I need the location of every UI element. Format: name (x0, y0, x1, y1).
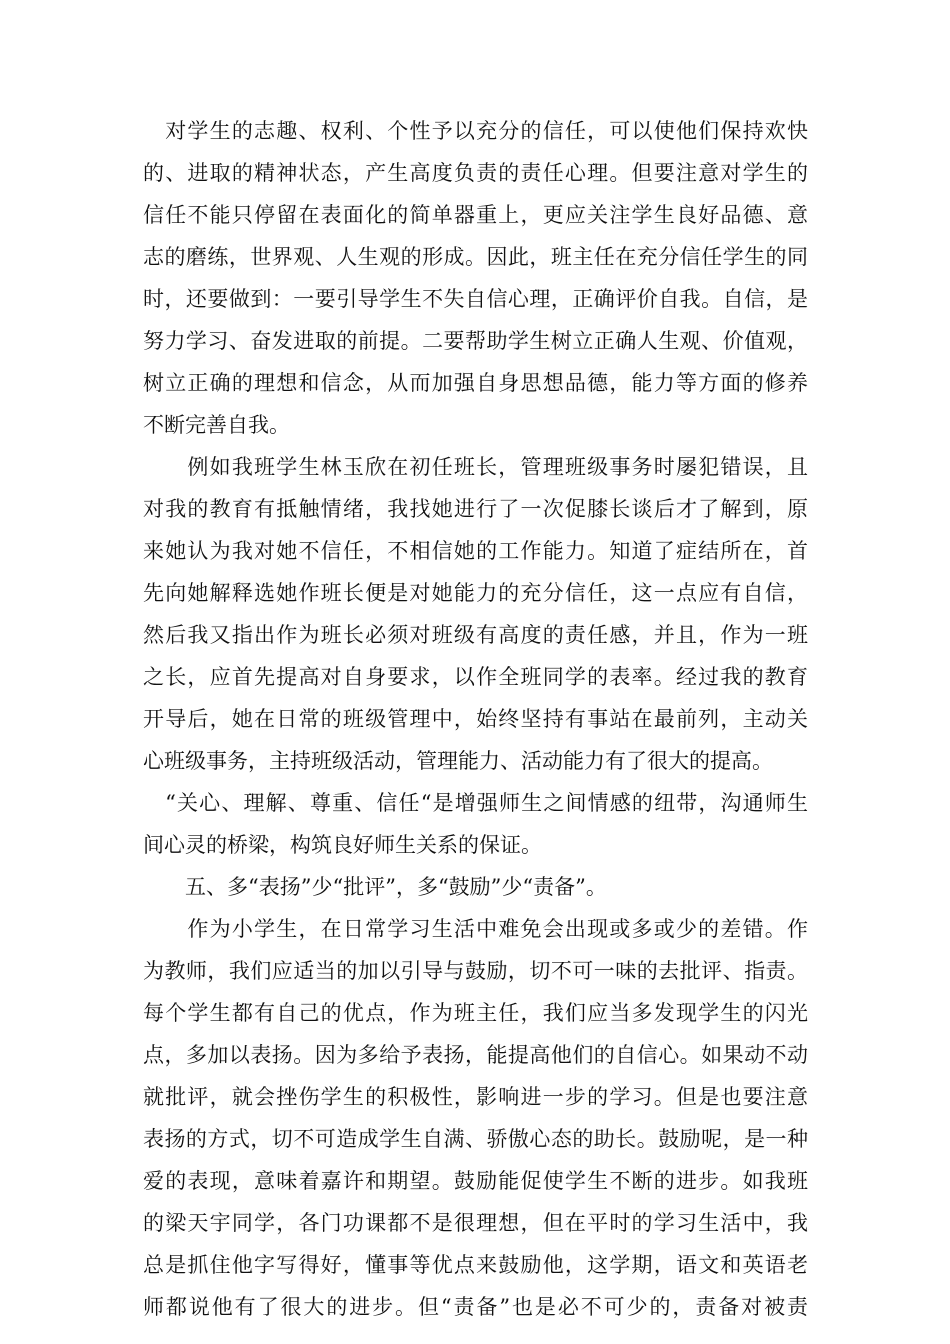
text-line: 表扬的方式，切不可造成学生自满、骄傲心态的助长。鼓励呢，是一种 (143, 1127, 808, 1151)
text-line: 就批评，就会挫伤学生的积极性，影响进一步的学习。但是也要注意 (143, 1085, 808, 1109)
text-line: 为教师，我们应适当的加以引导与鼓励，切不可一味的去批评、指责。 (143, 959, 808, 983)
text-line: 对我的教育有抵触情绪，我找她进行了一次促膝长谈后才了解到，原 (143, 497, 808, 521)
text-line: 志的磨练，世界观、人生观的形成。因此，班主任在充分信任学生的同 (143, 245, 808, 269)
text-line: 先向她解释选她作班长便是对她能力的充分信任，这一点应有自信， (143, 581, 808, 605)
text-line: 例如我班学生林玉欣在初任班长，管理班级事务时屡犯错误，且 (143, 455, 808, 479)
text-line: 然后我又指出作为班长必须对班级有高度的责任感，并且，作为一班 (143, 623, 808, 647)
text-line: 师都说他有了很大的进步。但“责备”也是必不可少的，责备对被责 (143, 1295, 808, 1319)
text-line: 来她认为我对她不信任，不相信她的工作能力。知道了症结所在，首 (143, 539, 808, 563)
text-line: 的梁天宇同学，各门功课都不是很理想，但在平时的学习生活中，我 (143, 1211, 808, 1235)
text-line: 之长，应首先提高对自身要求，以作全班同学的表率。经过我的教育 (143, 665, 808, 689)
text-line: 努力学习、奋发进取的前提。二要帮助学生树立正确人生观、价值观， (143, 329, 808, 353)
text-line: 每个学生都有自己的优点，作为班主任，我们应当多发现学生的闪光 (143, 1001, 808, 1025)
text-line: 爱的表现，意味着嘉许和期望。鼓励能促使学生不断的进步。如我班 (143, 1169, 808, 1193)
text-line: 对学生的志趣、权利、个性予以充分的信任，可以使他们保持欢快 (143, 119, 808, 143)
text-line: 作为小学生，在日常学习生活中难免会出现或多或少的差错。作 (143, 917, 808, 941)
text-line: 开导后，她在日常的班级管理中，始终坚持有事站在最前列，主动关 (143, 707, 808, 731)
text-line: 的、进取的精神状态，产生高度负责的责任心理。但要注意对学生的 (143, 161, 808, 185)
text-line: 间心灵的桥梁，构筑良好师生关系的保证。 (143, 833, 542, 857)
text-line: “关心、理解、尊重、信任“是增强师生之间情感的纽带，沟通师生 (143, 791, 808, 815)
text-line: 心班级事务，主持班级活动，管理能力、活动能力有了很大的提高。 (143, 749, 773, 773)
section-heading: 五、多“表扬”少“批评”，多“鼓励”少“责备”。 (143, 875, 607, 899)
text-line: 时，还要做到：一要引导学生不失自信心理，正确评价自我。自信，是 (143, 287, 808, 311)
text-line: 信任不能只停留在表面化的简单器重上，更应关注学生良好品德、意 (143, 203, 808, 227)
text-line: 不断完善自我。 (143, 413, 290, 437)
text-line: 树立正确的理想和信念，从而加强自身思想品德，能力等方面的修养 (143, 371, 808, 395)
text-line: 总是抓住他字写得好，懂事等优点来鼓励他，这学期，语文和英语老 (143, 1253, 808, 1277)
text-line: 点，多加以表扬。因为多给予表扬，能提高他们的自信心。如果动不动 (143, 1043, 808, 1067)
